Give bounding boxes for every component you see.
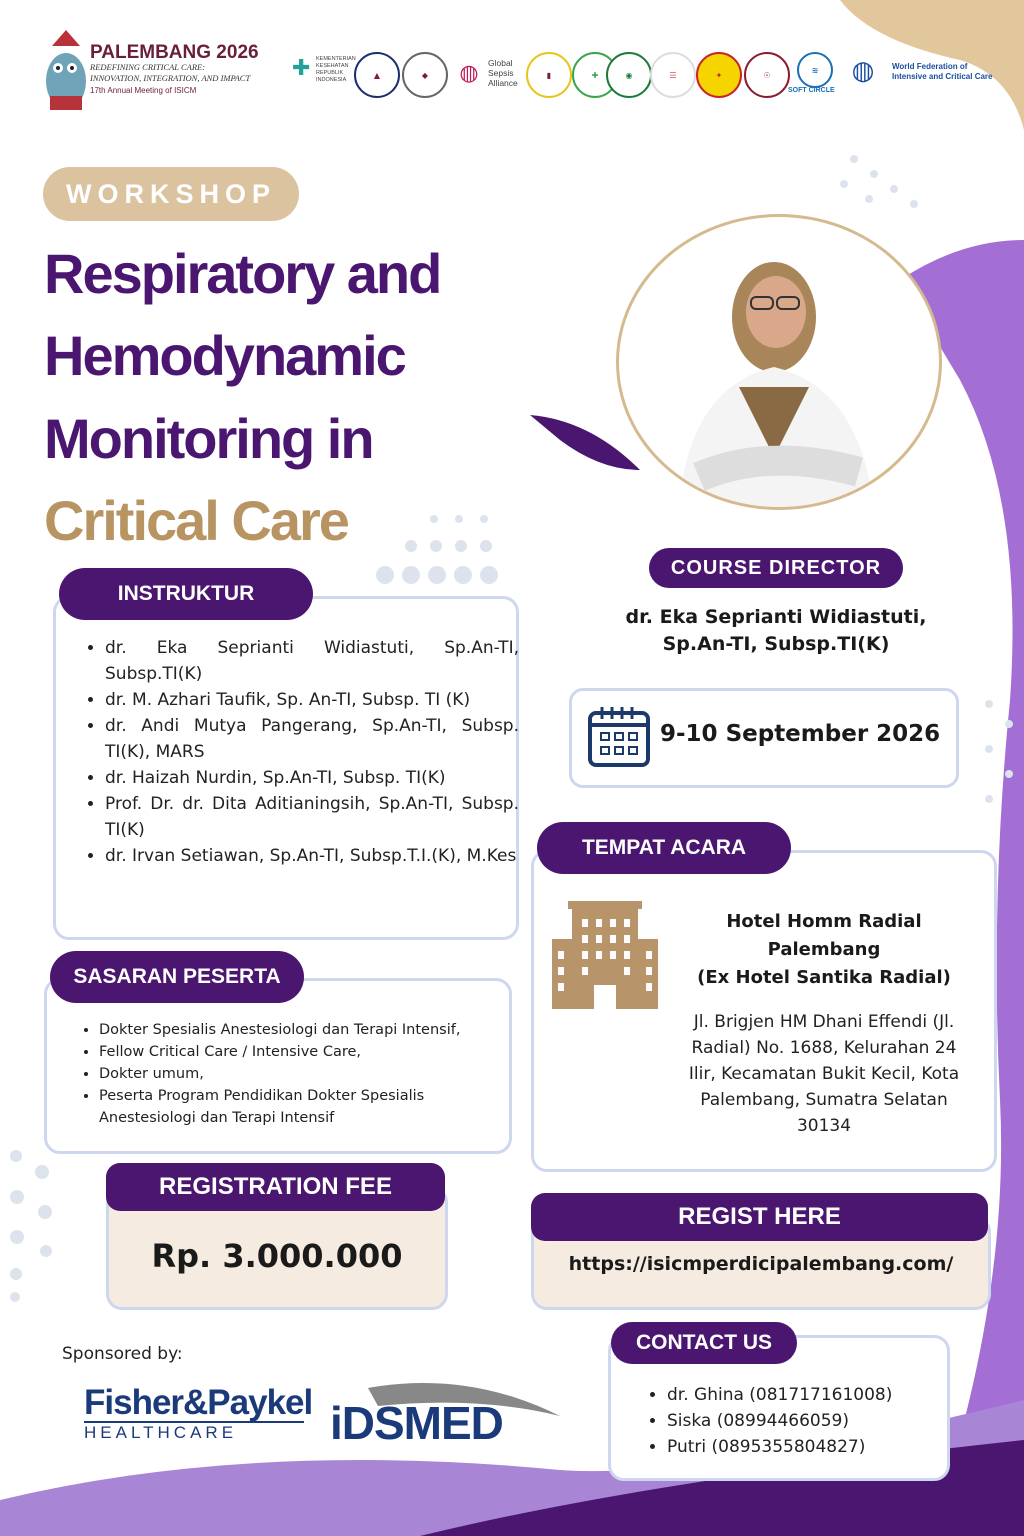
partner-softcircle: SOFT CIRCLE xyxy=(788,87,835,94)
globe-icon: ◍ xyxy=(448,52,490,94)
contact-list xyxy=(645,1382,963,1460)
event-tagline: REDEFINING CRITICAL CARE: xyxy=(90,62,206,72)
person-icon xyxy=(619,217,939,507)
calendar-icon xyxy=(588,705,650,767)
venue-name-line: Hotel Homm Radial xyxy=(726,911,922,932)
title-line: Hemodynamic xyxy=(44,324,405,387)
list-item: • dr. Andi Mutya Pangerang, Sp.An-TI, Subsp. TI(K), MARS xyxy=(105,713,519,765)
list-item: • dr. M. Azhari Taufik, Sp. An-TI, Subsp. TI (K) xyxy=(105,687,519,713)
partner-logo-icon: ≋ xyxy=(797,52,833,88)
list-item: • dr. Irvan Setiawan, Sp.An-TI, Subsp.T.I.(K), M.Kes xyxy=(105,843,519,869)
contact-label: CONTACT US xyxy=(611,1322,797,1364)
sasaran-list xyxy=(77,1019,519,1129)
event-meeting: 17th Annual Meeting of ISICM xyxy=(90,86,197,95)
title-line: Respiratory and xyxy=(44,242,441,305)
partner-logo-icon: ☉ xyxy=(744,52,790,98)
event-title: PALEMBANG 2026 xyxy=(90,42,259,63)
partner-kemenkes: KEMENTERIAN KESEHATAN REPUBLIK INDONESIA xyxy=(316,56,356,83)
partner-logo-icon: ✚ xyxy=(572,52,618,98)
list-item: • dr. Eka Seprianti Widiastuti, Sp.An-TI, Subsp.TI(K) xyxy=(105,635,519,687)
sponsor-idsmed: iDSMED xyxy=(330,1397,503,1449)
title-line-accent: Critical Care xyxy=(44,489,348,552)
regist-label: REGIST HERE xyxy=(531,1193,988,1241)
director-photo xyxy=(616,214,942,510)
list-item: • Peserta Program Pendidikan Dokter Spesialis Anestesiologi dan Terapi Intensif xyxy=(99,1085,519,1129)
list-item: • dr. Haizah Nurdin, Sp.An-TI, Subsp. TI(K) xyxy=(105,765,519,791)
instruktur-label: INSTRUKTUR xyxy=(59,568,313,620)
event-tagline: INNOVATION, INTEGRATION, AND IMPACT xyxy=(90,73,251,83)
sponsor-fisher-paykel-sub: HEALTHCARE xyxy=(84,1421,304,1443)
date-card xyxy=(569,688,959,788)
hotel-building-icon xyxy=(550,897,662,1013)
partner-logo-icon: ☰ xyxy=(650,52,696,98)
title-line: Monitoring in xyxy=(44,407,373,470)
sponsor-label: Sponsored by: xyxy=(62,1344,183,1364)
partner-logo-icon: ◉ xyxy=(606,52,652,98)
sasaran-card xyxy=(44,978,512,1154)
kemenkes-logo-icon: ✚ xyxy=(292,56,311,81)
list-item: • Dokter umum, xyxy=(99,1063,519,1085)
course-director-label: COURSE DIRECTOR xyxy=(649,548,903,588)
list-item: • Dokter Spesialis Anestesiologi dan Terapi Intensif, xyxy=(99,1019,519,1041)
course-director-name xyxy=(600,604,952,658)
list-item: • Siska (08994466059) xyxy=(667,1408,963,1434)
sponsor-fisher-paykel: Fisher&Paykel xyxy=(84,1383,313,1422)
list-item: • Putri (0895355804827) xyxy=(667,1434,963,1460)
partner-logo-icon: ◆ xyxy=(402,52,448,98)
partner-sepsis: Global Sepsis Alliance xyxy=(488,58,518,88)
list-item: • Prof. Dr. dr. Dita Aditianingsih, Sp.An-TI, Subsp. TI(K) xyxy=(105,791,519,843)
venue-name xyxy=(674,908,974,992)
instruktur-list xyxy=(83,635,519,869)
venue-card xyxy=(531,850,997,1172)
partner-wfiicc: World Federation of Intensive and Critical Care xyxy=(892,62,993,81)
globe-icon: ◍ xyxy=(846,54,880,88)
regist-url[interactable]: https://isicmperdicipalembang.com/ xyxy=(568,1253,954,1275)
partner-logo-icon: ▲ xyxy=(354,52,400,98)
sasaran-label: SASARAN PESERTA xyxy=(50,951,304,1003)
venue-name-line: Palembang xyxy=(767,939,881,960)
registration-label: REGISTRATION FEE xyxy=(106,1163,445,1211)
venue-address: Jl. Brigjen HM Dhani Effendi (Jl. Radial) No. 1688, Kelurahan 24 Ilir, Kecamatan Bukit Kecil, Kota Palembang, Sumatra Selatan 30134 xyxy=(688,1012,960,1136)
partner-logo-icon: ▮ xyxy=(526,52,572,98)
event-date: 9-10 September 2026 xyxy=(660,721,941,747)
tempat-label: TEMPAT ACARA xyxy=(537,822,791,874)
workshop-badge: WORKSHOP xyxy=(43,167,299,221)
partner-logo-icon: ✦ xyxy=(696,52,742,98)
course-director-name-line: Sp.An-TI, Subsp.TI(K) xyxy=(662,633,890,655)
course-director-name-line: dr. Eka Seprianti Widiastuti, xyxy=(625,606,927,628)
registration-fee: Rp. 3.000.000 xyxy=(151,1237,403,1275)
venue-name-line: (Ex Hotel Santika Radial) xyxy=(697,967,951,988)
list-item: • dr. Ghina (081717161008) xyxy=(667,1382,963,1408)
list-item: • Fellow Critical Care / Intensive Care, xyxy=(99,1041,519,1063)
event-mascot-icon xyxy=(38,26,94,116)
instruktur-card xyxy=(53,596,519,940)
